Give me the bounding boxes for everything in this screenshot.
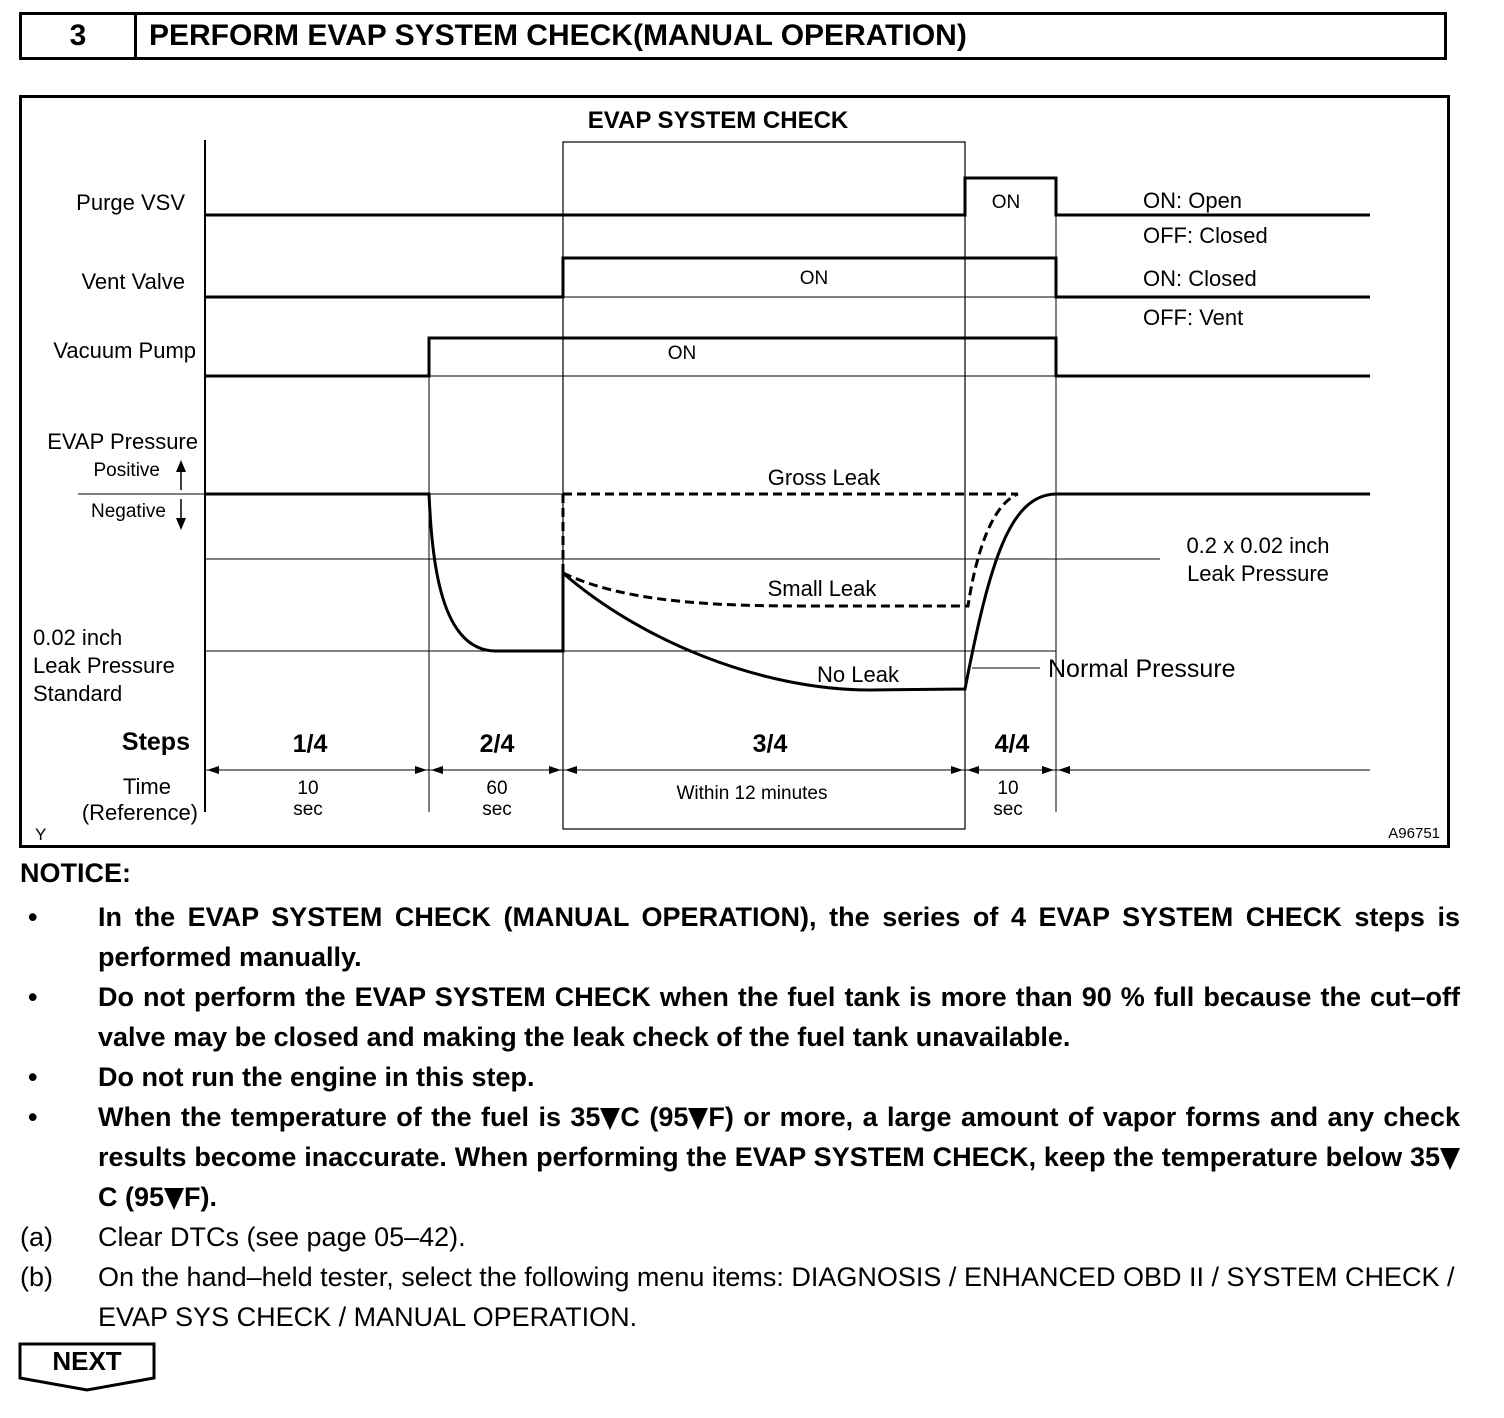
- step-boundaries: [429, 142, 1056, 812]
- legend-purge-on: ON: Open: [1143, 188, 1243, 213]
- notice-bullet-3: [20, 1057, 1460, 1097]
- notice-bullet-4: [20, 1097, 1460, 1217]
- legend-vent-on: ON: Closed: [1143, 266, 1257, 291]
- vacuum-pump-on-label: ON: [667, 343, 697, 364]
- degree-symbol-icon: [600, 1108, 620, 1130]
- step-3-time: Within 12 minutes: [676, 783, 828, 804]
- notice-title: NOTICE:: [20, 858, 131, 888]
- step-4-time-unit: sec: [993, 799, 1023, 820]
- step-header: [19, 12, 1447, 60]
- notice-text-4d: C (95: [98, 1182, 165, 1212]
- step-number: 3: [22, 15, 137, 57]
- degree-symbol-icon: [688, 1108, 708, 1130]
- leak-standard-line2: Leak Pressure: [33, 653, 175, 678]
- step-2-time-unit: sec: [482, 799, 512, 820]
- steps-label: Steps: [121, 728, 190, 756]
- normal-pressure-label: Normal Pressure: [1048, 655, 1236, 683]
- notice-bullet-1: [20, 897, 1460, 977]
- no-leak-label: No Leak: [817, 662, 899, 687]
- notice-text-1: In the EVAP SYSTEM CHECK (MANUAL OPERATION), the series of 4 EVAP SYSTEM CHECK steps is performed manually.: [98, 902, 1460, 972]
- step-2-time: 60: [486, 778, 508, 799]
- step-2-label: 2/4: [479, 730, 515, 758]
- step3-box: [563, 142, 965, 829]
- figure-id: A96751: [1388, 825, 1440, 842]
- step-3-label: 3/4: [752, 730, 788, 758]
- row-label-vacuum-pump: Vacuum Pump: [53, 338, 196, 363]
- bullet-mark: •: [28, 1102, 38, 1132]
- time-label-1: Time: [122, 774, 171, 799]
- step-4-label: 4/4: [994, 730, 1030, 758]
- notice-text-4c: F) or more, a large amount of vapor forms and any check results become inaccurate. When performing the EVAP SYSTEM CHECK, keep the temperature below 35: [98, 1102, 1460, 1172]
- evap-pressure-curve: [205, 494, 563, 651]
- procedure-step-b: [20, 1257, 1460, 1337]
- degree-symbol-icon: [1440, 1148, 1460, 1170]
- vent-valve-on-label: ON: [799, 268, 829, 289]
- notice-section: [20, 855, 1460, 1337]
- row-label-purge-vsv: Purge VSV: [76, 190, 185, 215]
- row-label-vent-valve: Vent Valve: [81, 269, 185, 294]
- diagram-title: EVAP SYSTEM CHECK: [587, 107, 849, 134]
- no-leak-curve: [563, 494, 1370, 690]
- notice-text-3: Do not run the engine in this step.: [98, 1062, 535, 1092]
- procedure-label-a: (a): [20, 1222, 53, 1252]
- gross-leak-label: Gross Leak: [767, 465, 881, 490]
- notice-text-4e: F).: [184, 1182, 218, 1212]
- diagram-canvas: [22, 98, 1447, 845]
- notice-text-4a: When the temperature of the fuel is 35: [98, 1102, 601, 1132]
- pressure-direction-arrow: [176, 460, 186, 530]
- step-4-time: 10: [997, 778, 1019, 799]
- leak-pressure-label-2: Leak Pressure: [1187, 561, 1329, 586]
- negative-label: Negative: [91, 501, 166, 522]
- step-title: PERFORM EVAP SYSTEM CHECK(MANUAL OPERATION): [149, 19, 967, 52]
- next-button-label: NEXT: [52, 1346, 122, 1376]
- notice-text-4b: C (95: [620, 1102, 689, 1132]
- bullet-mark: •: [28, 1062, 38, 1092]
- gross-leak-curve: [563, 494, 1018, 573]
- leak-standard-line1: 0.02 inch: [33, 625, 123, 650]
- leak-standard-line3: Standard: [33, 681, 123, 706]
- row-label-evap-pressure: EVAP Pressure: [47, 429, 198, 454]
- evap-timing-diagram: [19, 95, 1450, 848]
- corner-code-left: Y: [35, 825, 47, 844]
- legend-vent-off: OFF: Vent: [1143, 305, 1244, 330]
- positive-label: Positive: [93, 460, 160, 481]
- leak-pressure-label-1: 0.2 x 0.02 inch: [1186, 533, 1330, 558]
- degree-symbol-icon: [164, 1188, 184, 1210]
- next-button[interactable]: [18, 1342, 156, 1392]
- procedure-text-a: Clear DTCs (see page 05–42).: [98, 1222, 466, 1252]
- step-1-label: 1/4: [292, 730, 328, 758]
- procedure-step-a: [20, 1217, 1460, 1257]
- purge-vsv-on-label: ON: [991, 192, 1021, 213]
- step-1-time-unit: sec: [293, 799, 323, 820]
- notice-text-2: Do not perform the EVAP SYSTEM CHECK when the fuel tank is more than 90 % full because the cut–off valve may be closed and making the leak check of the fuel tank unavailable.: [98, 982, 1460, 1052]
- bullet-mark: •: [28, 902, 38, 932]
- step-1-time: 10: [297, 778, 319, 799]
- bullet-mark: •: [28, 982, 38, 1012]
- legend-purge-off: OFF: Closed: [1143, 223, 1268, 248]
- time-label-2: (Reference): [81, 800, 198, 825]
- procedure-label-b: (b): [20, 1262, 53, 1292]
- procedure-text-b: On the hand–held tester, select the following menu items: DIAGNOSIS / ENHANCED OBD II / SYSTEM CHECK / EVAP SYS CHECK / MANUAL OPERATION.: [98, 1262, 1455, 1332]
- notice-bullet-2: [20, 977, 1460, 1057]
- vacuum-pump-signal: [205, 338, 1370, 376]
- small-leak-label: Small Leak: [767, 576, 877, 601]
